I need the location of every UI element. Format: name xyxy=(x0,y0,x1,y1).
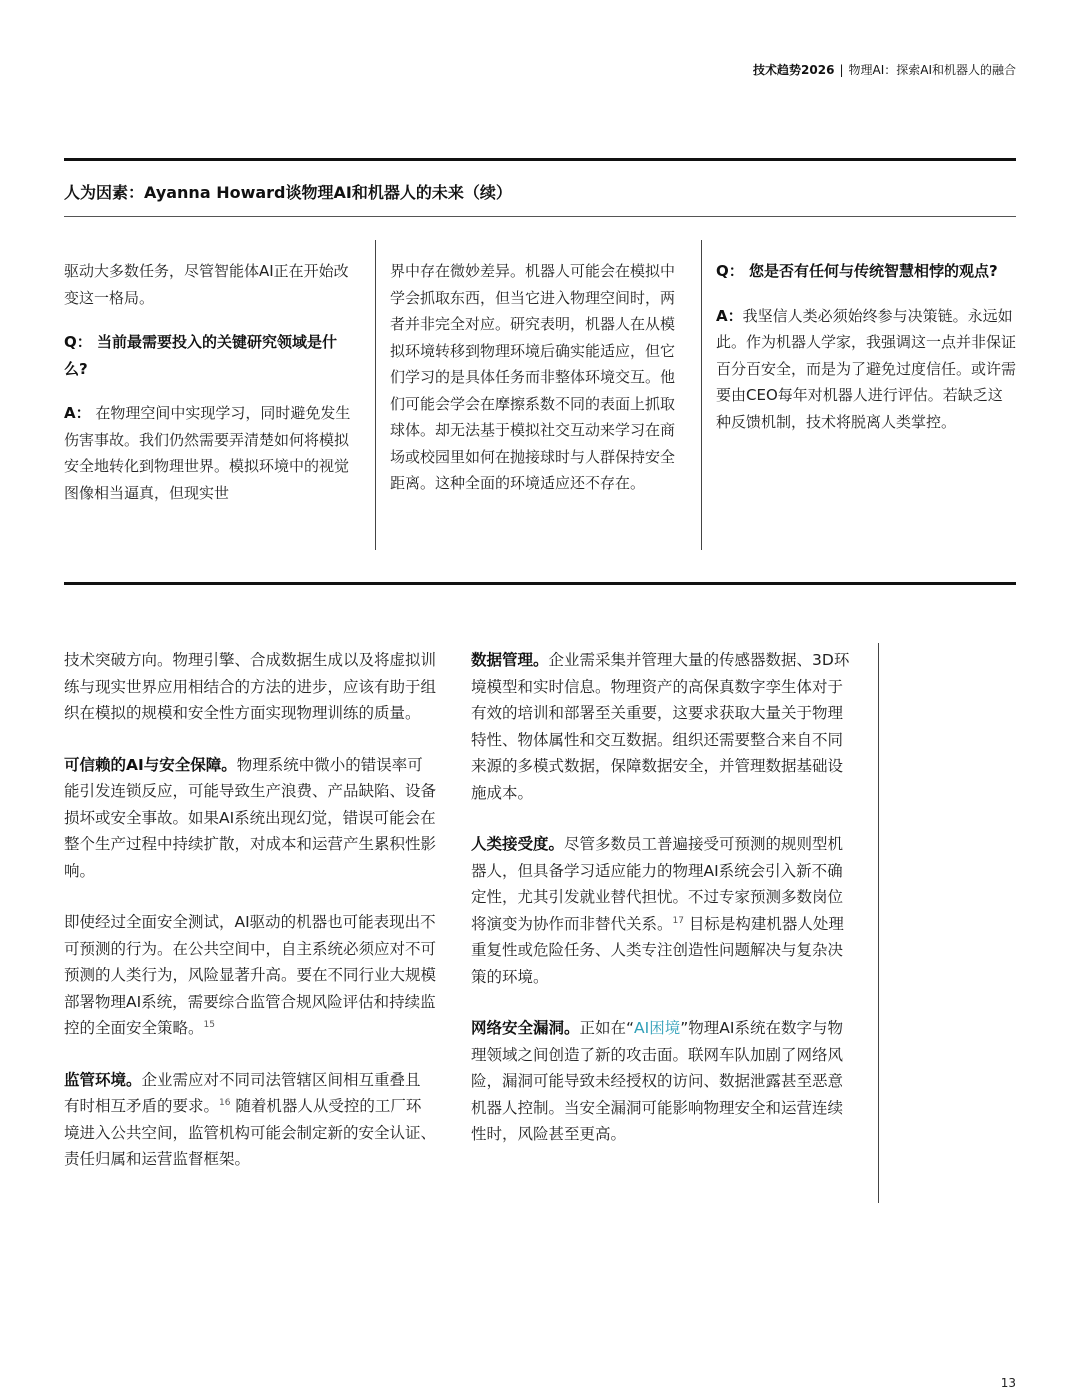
answer-text: 在物理空间中实现学习，同时避免发生伤害事故。我们仍然需要弄清楚如何将模拟安全地转化到物理世界。模拟环境中的视觉图像相当逼真，但现实世 xyxy=(64,404,351,502)
answer-label: A： xyxy=(716,306,743,325)
footnote-ref[interactable]: 15 xyxy=(203,1019,215,1030)
report-title: 技术趋势2026 xyxy=(753,63,835,77)
interview-answer xyxy=(716,303,1016,436)
column-divider xyxy=(701,240,702,550)
paragraph-text: 企业需应对不同司法管辖区间相互重叠且有时相互矛盾的要求。 xyxy=(64,1070,421,1115)
chapter-title: 物理AI：探索AI和机器人的融合 xyxy=(848,63,1016,77)
body-paragraph xyxy=(471,831,857,990)
paragraph-text: 企业需采集并管理大量的传感器数据、3D环境模型和实时信息。物理资产的高保真数字孪生体对于有效的培训和部署至关重要，这要求获取大量关于物理特性、物体属性和交互数据。组织还需要整合来自不同来源的多模式数据，保障数据安全，并管理数据基础设施成本。 xyxy=(471,651,850,802)
page-number: 13 xyxy=(1000,1376,1016,1390)
paragraph-text: 即使经过全面安全测试，AI驱动的机器也可能表现出不可预测的行为。在公共空间中，自主系统必须应对不可预测的人类行为，风险显著升高。要在不同行业大规模部署物理AI系统，需要综合监管合规风险评估和持续监控的全面安全策略。 xyxy=(64,913,437,1037)
running-header xyxy=(753,61,1016,78)
paragraph-text: 目标是构建机器人处理重复性或危险任务、人类专注创造性问题解决与复杂决策的环境。 xyxy=(471,914,844,986)
body-paragraph xyxy=(471,1015,857,1148)
body-paragraph xyxy=(471,647,857,806)
footnote-ref[interactable]: 17 xyxy=(672,915,684,926)
body-column-left xyxy=(64,647,436,1198)
sidebar-paragraph: 界中存在微妙差异。机器人可能会在模拟中学会抓取东西，但当它进入物理空间时，两者并非完全对应。研究表明，机器人在从模拟环境转移到物理环境后确实能适应，但它们学习的是具体任务而非整体环境交互。他们可能会学会在摩擦系数不同的表面上抓取球体。却无法基于模拟社交互动来学习在商场或校园里如何在抛接球时与人群保持安全距离。这种全面的环境适应还不存在。 xyxy=(390,262,676,492)
question-text: 您是否有任何与传统智慧相悖的观点? xyxy=(749,262,998,280)
paragraph-heading: 人类接受度。 xyxy=(471,835,565,853)
body-paragraph xyxy=(64,752,436,885)
question-label: Q： xyxy=(64,333,92,351)
ai-dilemma-link[interactable]: AI困境 xyxy=(634,1019,681,1037)
sidebar-bottom-rule xyxy=(64,582,1016,585)
body-column-right xyxy=(471,647,857,1173)
sidebar-top-rule xyxy=(64,158,1016,161)
column-divider xyxy=(375,240,376,550)
sidebar-column-3 xyxy=(716,258,1016,435)
paragraph-heading: 可信赖的AI与安全保障。 xyxy=(64,755,237,774)
interview-answer xyxy=(64,400,356,506)
interview-question xyxy=(716,258,1016,285)
body-paragraph xyxy=(64,909,436,1042)
question-label: Q： xyxy=(716,262,744,280)
paragraph-heading: 网络安全漏洞。 xyxy=(471,1019,580,1037)
paragraph-text: ”物理AI系统在数字与物理领域之间创造了新的攻击面。联网车队加剧了网络风险，漏洞可能导致未经授权的访问、数据泄露甚至恶意机器人控制。当安全漏洞可能影响物理安全和运营连续性时，风险甚至更高。 xyxy=(471,1019,844,1143)
paragraph-text: 随着机器人从受控的工厂环境进入公共空间，监管机构可能会制定新的安全认证、责任归属和运营监督框架。 xyxy=(64,1097,437,1168)
sidebar-title-rule xyxy=(64,216,1016,217)
paragraph-heading: 数据管理。 xyxy=(471,651,549,669)
paragraph-text: 物理系统中微小的错误率可能引发连锁反应，可能导致生产浪费、产品缺陷、设备损坏或安全事故。如果AI系统出现幻觉，错误可能会在整个生产过程中持续扩散，对成本和运营产生累积性影响。 xyxy=(64,755,437,880)
sidebar-title: 人为因素：Ayanna Howard谈物理AI和机器人的未来（续） xyxy=(64,183,512,202)
paragraph-text: 尽管多数员工普遍接受可预测的规则型机器人，但具备学习适应能力的物理AI系统会引入新不确定性，尤其引发就业替代担忧。不过专家预测多数岗位将演变为协作而非替代关系。 xyxy=(471,835,844,933)
paragraph-text: 正如在“ xyxy=(579,1019,635,1037)
sidebar-column-1 xyxy=(64,258,356,506)
answer-label: A： xyxy=(64,404,91,422)
interview-question xyxy=(64,329,356,382)
header-separator: | xyxy=(839,63,844,77)
question-text: 当前最需要投入的关键研究领域是什么? xyxy=(64,333,338,378)
right-margin-divider xyxy=(878,643,879,1203)
sidebar-column-2 xyxy=(390,258,682,497)
body-paragraph: 技术突破方向。物理引擎、合成数据生成以及将虚拟训练与现实世界应用相结合的方法的进步，应该有助于组织在模拟的规模和安全性方面实现物理训练的质量。 xyxy=(64,651,437,722)
paragraph-heading: 监管环境。 xyxy=(64,1070,142,1089)
body-paragraph xyxy=(64,1067,436,1173)
footnote-ref[interactable]: 16 xyxy=(219,1097,231,1108)
sidebar-paragraph: 驱动大多数任务，尽管智能体AI正在开始改变这一格局。 xyxy=(64,262,349,307)
answer-text: 我坚信人类必须始终参与决策链。永远如此。作为机器人学家，我强调这一点并非保证百分百安全，而是为了避免过度信任。或许需要由CEO每年对机器人进行评估。若缺乏这种反馈机制，技术将脱离人类掌控。 xyxy=(716,306,1017,431)
